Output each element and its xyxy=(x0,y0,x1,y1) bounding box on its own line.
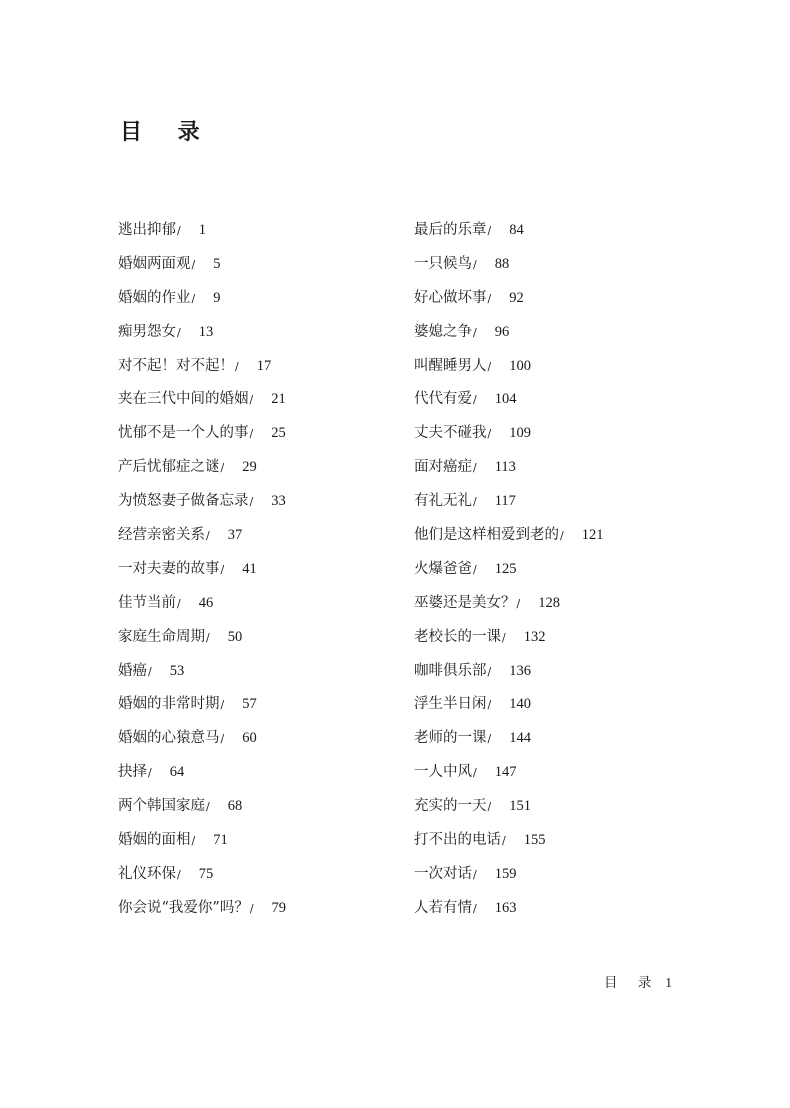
toc-entry[interactable] xyxy=(118,592,286,626)
toc-entry-separator: / xyxy=(473,766,477,780)
toc-entry[interactable] xyxy=(414,795,603,829)
toc-entry-separator: / xyxy=(473,867,477,881)
toc-entry-separator: / xyxy=(473,495,477,509)
toc-entry-page-number: 140 xyxy=(509,696,531,713)
toc-entry-title: 佳节当前 xyxy=(118,594,176,611)
toc-entry[interactable] xyxy=(414,863,603,897)
footer-page-number: 1 xyxy=(665,975,672,990)
toc-entry-page-number: 13 xyxy=(198,323,214,340)
toc-entry-separator: / xyxy=(473,257,477,271)
toc-entry-title: 咖啡俱乐部 xyxy=(414,662,487,679)
toc-entry[interactable] xyxy=(118,253,286,287)
toc-entry-page-number: 128 xyxy=(538,594,560,611)
toc-entry[interactable] xyxy=(414,219,603,253)
toc-entry-title: 经营亲密关系 xyxy=(118,527,205,544)
toc-entry[interactable] xyxy=(414,829,603,863)
toc-entry-title: 产后忧郁症之谜 xyxy=(118,459,220,476)
toc-entry-page-number: 88 xyxy=(494,255,510,272)
toc-entry-title: 面对癌症 xyxy=(414,459,472,476)
toc-entry-page-number: 53 xyxy=(169,662,185,679)
toc-entry-separator: / xyxy=(191,257,196,271)
toc-entry-title: 忧郁不是一个人的事 xyxy=(118,425,249,442)
toc-entry-separator: / xyxy=(177,596,181,610)
toc-entry-title: 一对夫妻的故事 xyxy=(118,560,220,577)
toc-entry-page-number: 1 xyxy=(198,222,206,238)
toc-entry-page-number: 71 xyxy=(213,832,228,849)
toc-entry-title: 痴男怨女 xyxy=(118,323,176,340)
toc-entry-title: 婚姻的作业 xyxy=(118,289,191,306)
toc-entry[interactable] xyxy=(118,287,286,321)
toc-entry-page-number: 25 xyxy=(271,425,286,442)
toc-entry-separator: / xyxy=(191,834,196,848)
toc-entry-separator: / xyxy=(220,461,225,475)
toc-entry-separator: / xyxy=(487,427,492,441)
footer-label: 目 录 xyxy=(603,975,660,991)
toc-entry-separator: / xyxy=(249,901,254,915)
toc-entry-page-number: 159 xyxy=(494,865,517,882)
page-footer xyxy=(604,973,672,993)
toc-entry-page-number: 151 xyxy=(509,798,531,815)
toc-entry-page-number: 17 xyxy=(256,357,272,374)
toc-entry[interactable] xyxy=(414,626,603,660)
toc-entry-title: 充实的一天 xyxy=(414,798,487,815)
toc-entry[interactable] xyxy=(118,863,286,897)
toc-entry-separator: / xyxy=(487,224,492,237)
toc-entry-page-number: 155 xyxy=(523,832,546,849)
toc-entry-separator: / xyxy=(249,495,254,509)
toc-entry-separator: / xyxy=(177,325,181,339)
toc-entry-separator: / xyxy=(487,800,492,814)
toc-entry-page-number: 117 xyxy=(494,493,516,510)
toc-entry[interactable] xyxy=(118,727,286,761)
toc-entry-title: 对不起！对不起！ xyxy=(118,357,234,374)
toc-entry-page-number: 144 xyxy=(509,730,531,747)
toc-entry-title: 一人中风 xyxy=(414,764,472,781)
toc-entry-separator: / xyxy=(206,800,210,814)
toc-entry-page-number: 29 xyxy=(242,459,257,476)
toc-entry-page-number: 121 xyxy=(581,527,604,544)
toc-entry[interactable] xyxy=(414,897,603,931)
toc-entry-separator: / xyxy=(560,529,564,543)
toc-entry-separator: / xyxy=(516,596,521,610)
toc-entry-page-number: 41 xyxy=(242,560,257,577)
toc-entry-separator: / xyxy=(235,359,239,373)
toc-entry[interactable] xyxy=(118,219,286,253)
toc-entry-page-number: 33 xyxy=(271,493,286,510)
toc-entry[interactable] xyxy=(118,761,286,795)
toc-entry-separator: / xyxy=(502,834,506,848)
toc-entry-separator: / xyxy=(502,630,506,644)
toc-entry-page-number: 84 xyxy=(509,222,524,238)
toc-entry-title: 最后的乐章 xyxy=(414,222,487,238)
toc-entry-separator: / xyxy=(206,630,210,644)
toc-entry-title: 逃出抑郁 xyxy=(118,222,176,238)
toc-entry-title: 有礼无礼 xyxy=(414,493,472,510)
toc-entry-title: 他们是这样相爱到老的 xyxy=(414,527,559,544)
toc-entry-page-number: 109 xyxy=(509,425,531,442)
toc-entry[interactable] xyxy=(118,795,286,829)
toc-entry-page-number: 100 xyxy=(509,357,531,374)
toc-entry-separator: / xyxy=(487,664,492,678)
toc-entry[interactable] xyxy=(414,287,603,321)
toc-entry-page-number: 21 xyxy=(271,391,286,408)
toc-entry-title: 人若有情 xyxy=(414,899,472,916)
toc-entry-page-number: 79 xyxy=(271,899,287,916)
toc-entry-separator: / xyxy=(177,867,181,881)
toc-entry-title: 一次对话 xyxy=(414,865,472,882)
toc-entry[interactable] xyxy=(414,321,603,355)
toc-entry-title: 叫醒睡男人 xyxy=(414,357,487,374)
toc-entry-separator: / xyxy=(473,461,477,475)
toc-entry-title: 两个韩国家庭 xyxy=(118,798,205,815)
toc-entry-page-number: 96 xyxy=(494,323,510,340)
toc-entry-page-number: 125 xyxy=(494,560,517,577)
toc-entry-title: 你会说“我爱你”吗？ xyxy=(118,899,249,916)
toc-entry[interactable] xyxy=(414,558,603,592)
toc-entry[interactable] xyxy=(118,524,286,558)
toc-entry[interactable] xyxy=(414,727,603,761)
toc-entry-page-number: 104 xyxy=(494,391,517,408)
toc-entry[interactable] xyxy=(414,456,603,490)
toc-entry-separator: / xyxy=(148,664,152,678)
toc-entry[interactable] xyxy=(414,524,603,558)
toc-entry-title: 巫婆还是美女？ xyxy=(414,594,516,611)
toc-entry-title: 礼仪环保 xyxy=(118,865,176,882)
toc-entry-separator: / xyxy=(473,562,477,576)
toc-entry-title: 家庭生命周期 xyxy=(118,628,205,645)
toc-entry[interactable] xyxy=(118,388,286,422)
toc-entry[interactable] xyxy=(414,422,603,456)
toc-entry-page-number: 57 xyxy=(242,696,257,713)
toc-entry-title: 婚姻的心猿意马 xyxy=(118,730,220,747)
toc-entry[interactable] xyxy=(118,355,286,389)
toc-entry[interactable] xyxy=(118,829,286,863)
toc-entry-page-number: 60 xyxy=(242,730,257,747)
toc-entry-page-number: 113 xyxy=(494,459,516,476)
toc-entry-separator: / xyxy=(473,393,477,407)
toc-entry-separator: / xyxy=(487,359,492,373)
toc-entry[interactable] xyxy=(118,660,286,694)
toc-entry[interactable] xyxy=(118,693,286,727)
toc-entry[interactable] xyxy=(118,558,286,592)
toc-entry-separator: / xyxy=(220,698,225,712)
toc-entry-page-number: 9 xyxy=(213,289,221,306)
toc-entry-title: 婚癌 xyxy=(118,662,147,679)
toc-entry[interactable] xyxy=(414,693,603,727)
toc-entry-title: 婚姻的非常时期 xyxy=(118,696,220,713)
toc-entry-separator: / xyxy=(191,291,196,305)
toc-entry-page-number: 163 xyxy=(494,899,517,916)
toc-entry-separator: / xyxy=(249,427,254,441)
toc-entry-title: 婚姻的面相 xyxy=(118,832,191,849)
toc-entry[interactable] xyxy=(414,592,603,626)
toc-entry[interactable] xyxy=(118,897,286,931)
toc-entry[interactable] xyxy=(414,388,603,422)
toc-entry-separator: / xyxy=(220,732,225,746)
toc-entry-page-number: 64 xyxy=(169,764,185,781)
toc-entry-title: 好心做坏事 xyxy=(414,289,487,306)
toc-entry[interactable] xyxy=(414,253,603,287)
toc-entry-page-number: 37 xyxy=(227,527,243,544)
toc-column-left xyxy=(118,219,286,931)
page-title: 目 录 xyxy=(120,119,214,145)
toc-entry[interactable] xyxy=(118,490,286,524)
toc-entry-page-number: 132 xyxy=(523,628,546,645)
toc-entry[interactable] xyxy=(414,490,603,524)
toc-entry-separator: / xyxy=(148,766,152,780)
toc-entry-separator: / xyxy=(206,529,210,543)
toc-entry-title: 婚姻两面观 xyxy=(118,255,191,272)
toc-entry-title: 火爆爸爸 xyxy=(414,560,472,577)
toc-entry-title: 夹在三代中间的婚姻 xyxy=(118,391,249,408)
toc-entry[interactable] xyxy=(414,355,603,389)
toc-entry-separator: / xyxy=(487,291,492,305)
toc-entry-separator: / xyxy=(487,732,492,746)
toc-entry-page-number: 46 xyxy=(198,594,214,611)
toc-entry[interactable] xyxy=(118,456,286,490)
toc-entry[interactable] xyxy=(118,626,286,660)
toc-entry-page-number: 75 xyxy=(198,865,214,882)
toc-entry-title: 打不出的电话 xyxy=(414,832,501,849)
toc-entry[interactable] xyxy=(118,422,286,456)
toc-entry-separator: / xyxy=(177,224,181,237)
toc-entry-separator: / xyxy=(249,393,254,407)
toc-entry-title: 老校长的一课 xyxy=(414,628,501,645)
toc-entry[interactable] xyxy=(118,321,286,355)
toc-entry-title: 一只候鸟 xyxy=(414,255,472,272)
toc-entry-page-number: 136 xyxy=(509,662,531,679)
toc-entry-title: 浮生半日闲 xyxy=(414,696,487,713)
toc-entry-page-number: 5 xyxy=(213,255,221,272)
toc-entry-page-number: 147 xyxy=(494,764,517,781)
toc-entry[interactable] xyxy=(414,660,603,694)
toc-entry-separator: / xyxy=(473,901,477,915)
toc-entry-title: 代代有爱 xyxy=(414,391,472,408)
toc-entry-separator: / xyxy=(473,325,477,339)
toc-entry[interactable] xyxy=(414,761,603,795)
toc-entry-page-number: 68 xyxy=(227,798,243,815)
toc-entry-title: 丈夫不碰我 xyxy=(414,425,487,442)
toc-column-right xyxy=(414,219,603,931)
toc-entry-page-number: 92 xyxy=(509,289,524,306)
toc-entry-separator: / xyxy=(487,698,492,712)
toc-entry-page-number: 50 xyxy=(227,628,243,645)
toc-entry-title: 婆媳之争 xyxy=(414,323,472,340)
toc-entry-title: 为愤怒妻子做备忘录 xyxy=(118,493,249,510)
toc-entry-separator: / xyxy=(220,562,225,576)
toc-entry-title: 抉择 xyxy=(118,764,147,781)
toc-entry-title: 老师的一课 xyxy=(414,730,487,747)
